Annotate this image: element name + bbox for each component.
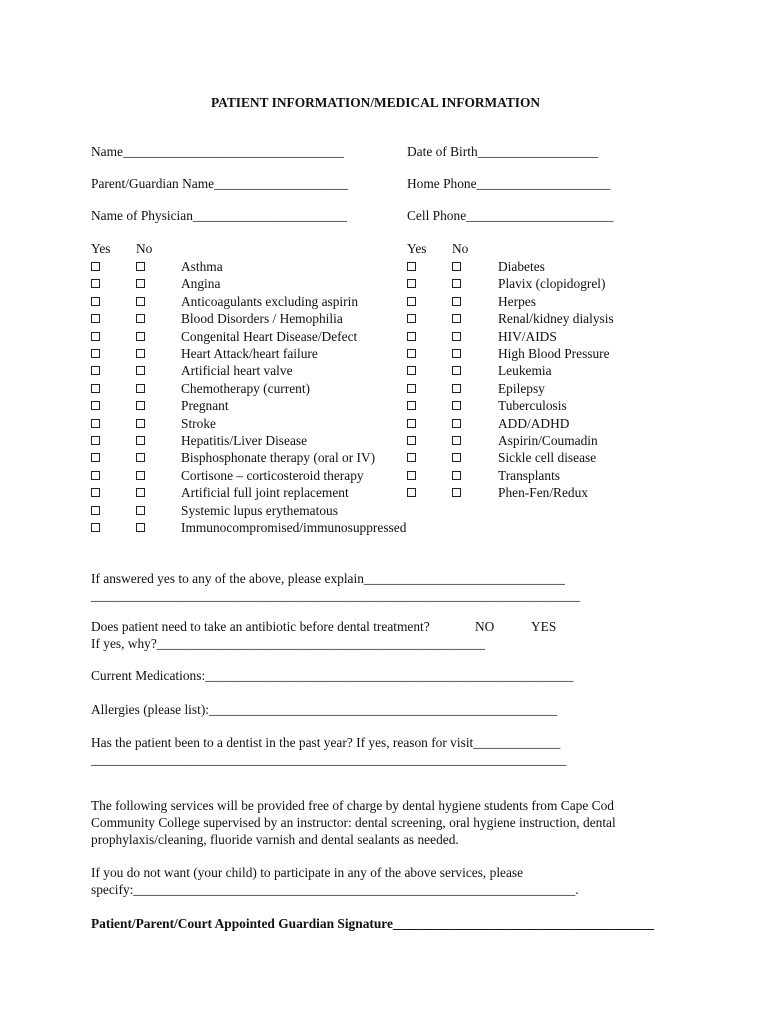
left-yes-checkbox[interactable] (91, 279, 100, 288)
left-no-checkbox[interactable] (136, 419, 145, 428)
right-no-checkbox[interactable] (452, 436, 461, 445)
name-field[interactable]: Name_________________________________ (91, 144, 344, 159)
left-yes-checkbox[interactable] (91, 419, 100, 428)
left-no-checkbox[interactable] (136, 349, 145, 358)
right-yes-checkbox[interactable] (407, 366, 416, 375)
right-yes-checkbox[interactable] (407, 297, 416, 306)
left-yes-checkbox[interactable] (91, 488, 100, 497)
left-yes-checkbox[interactable] (91, 506, 100, 515)
services-paragraph: The following services will be provided free of charge by dental hygiene students from Cape Cod Community College supervised by an instructor: dental screening, oral hygiene instruction, dental prophylaxis/cleaning, fluoride varnish and dental sealants as needed. (91, 798, 616, 847)
right-no-checkbox[interactable] (452, 314, 461, 323)
guardian-name-field[interactable]: Parent/Guardian Name____________________ (91, 176, 348, 191)
right-condition-label: High Blood Pressure (498, 346, 610, 361)
right-condition-label: HIV/AIDS (498, 328, 557, 344)
left-yes-checkbox[interactable] (91, 401, 100, 410)
right-condition-label: Diabetes (498, 259, 545, 274)
left-no-checkbox[interactable] (136, 332, 145, 341)
left-no-checkbox[interactable] (136, 436, 145, 445)
left-no-checkbox[interactable] (136, 384, 145, 393)
right-condition-label: Tuberculosis (498, 398, 567, 414)
right-condition-label: Renal/kidney dialysis (498, 311, 614, 327)
left-condition-label: Artificial full joint replacement (181, 485, 349, 501)
left-no-checkbox[interactable] (136, 523, 145, 532)
left-condition-label: Asthma (181, 259, 223, 274)
right-no-checkbox[interactable] (452, 488, 461, 497)
right-no-checkbox[interactable] (452, 419, 461, 428)
left-no-checkbox[interactable] (136, 279, 145, 288)
left-condition-label: Heart Attack/heart failure (181, 346, 318, 361)
right-condition-label: Sickle cell disease (498, 450, 597, 466)
right-yes-checkbox[interactable] (407, 384, 416, 393)
left-yes-checkbox[interactable] (91, 384, 100, 393)
left-no-checkbox[interactable] (136, 471, 145, 480)
right-yes-checkbox[interactable] (407, 314, 416, 323)
left-condition-label: Anticoagulants excluding aspirin (181, 293, 359, 309)
cell-phone-field[interactable]: Cell Phone______________________ (407, 208, 614, 223)
right-no-checkbox[interactable] (452, 401, 461, 410)
left-no-checkbox[interactable] (136, 453, 145, 462)
left-condition-label: Immunocompromised/immunosuppressed (181, 520, 407, 535)
no-header-right: No (452, 241, 469, 256)
home-phone-field[interactable]: Home Phone____________________ (407, 176, 611, 191)
antibiotic-yes-option[interactable]: YES (531, 619, 557, 634)
right-condition-label: Herpes (498, 293, 536, 309)
left-yes-checkbox[interactable] (91, 523, 100, 532)
left-yes-checkbox[interactable] (91, 349, 100, 358)
right-no-checkbox[interactable] (452, 262, 461, 271)
right-yes-checkbox[interactable] (407, 488, 416, 497)
left-no-checkbox[interactable] (136, 314, 145, 323)
left-condition-label: Blood Disorders / Hemophilia (181, 311, 343, 327)
right-yes-checkbox[interactable] (407, 471, 416, 480)
dob-field[interactable]: Date of Birth__________________ (407, 144, 599, 159)
left-condition-label: Chemotherapy (current) (181, 380, 311, 396)
right-yes-checkbox[interactable] (407, 436, 416, 445)
right-condition-label: Phen-Fen/Redux (498, 485, 589, 501)
right-yes-checkbox[interactable] (407, 453, 416, 462)
left-no-checkbox[interactable] (136, 488, 145, 497)
left-condition-label: Pregnant (181, 398, 229, 414)
explain-line-1[interactable]: If answered yes to any of the above, please explain______________________________ (91, 571, 565, 586)
left-no-checkbox[interactable] (136, 366, 145, 375)
right-condition-label: Transplants (498, 467, 561, 483)
antibiotic-no-option[interactable]: NO (475, 619, 495, 634)
right-condition-label: Aspirin/Coumadin (498, 433, 598, 448)
left-no-checkbox[interactable] (136, 506, 145, 515)
right-condition-label: ADD/ADHD (498, 415, 570, 431)
left-condition-label: Artificial heart valve (181, 363, 293, 379)
optout-specify-field[interactable]: specify:__________________________________________________________________. (91, 882, 579, 897)
right-no-checkbox[interactable] (452, 279, 461, 288)
signature-field[interactable]: Patient/Parent/Court Appointed Guardian Signature_______________________________________ (91, 916, 655, 931)
dentist-visit-line-2[interactable]: _______________________________________________________________________ (91, 752, 567, 767)
yes-header-left: Yes (91, 241, 111, 256)
right-yes-checkbox[interactable] (407, 419, 416, 428)
right-condition-label: Epilepsy (498, 380, 545, 396)
left-condition-label: Cortisone – corticosteroid therapy (181, 467, 364, 483)
no-header-left: No (136, 241, 153, 256)
left-yes-checkbox[interactable] (91, 332, 100, 341)
optout-line-1: If you do not want (your child) to participate in any of the above services, please (91, 865, 524, 880)
left-no-checkbox[interactable] (136, 262, 145, 271)
antibiotic-question: Does patient need to take an antibiotic before dental treatment? (91, 619, 430, 634)
current-medications-field[interactable]: Current Medications:_______________________________________________________ (91, 668, 574, 683)
left-condition-label: Stroke (181, 415, 216, 431)
right-yes-checkbox[interactable] (407, 349, 416, 358)
left-no-checkbox[interactable] (136, 401, 145, 410)
left-yes-checkbox[interactable] (91, 262, 100, 271)
page-title: PATIENT INFORMATION/MEDICAL INFORMATION (211, 95, 541, 110)
left-condition-label: Angina (181, 276, 221, 292)
left-yes-checkbox[interactable] (91, 453, 100, 462)
right-condition-label: Plavix (clopidogrel) (498, 276, 606, 292)
left-yes-checkbox[interactable] (91, 314, 100, 323)
right-no-checkbox[interactable] (452, 384, 461, 393)
explain-line-2[interactable]: _________________________________________________________________________ (91, 588, 580, 603)
right-yes-checkbox[interactable] (407, 262, 416, 271)
physician-field[interactable]: Name of Physician_______________________ (91, 208, 347, 223)
right-yes-checkbox[interactable] (407, 401, 416, 410)
left-yes-checkbox[interactable] (91, 471, 100, 480)
allergies-field[interactable]: Allergies (please list):____________________________________________________ (91, 702, 558, 717)
left-condition-label: Bisphosphonate therapy (oral or IV) (181, 450, 376, 466)
left-no-checkbox[interactable] (136, 297, 145, 306)
right-no-checkbox[interactable] (452, 471, 461, 480)
right-yes-checkbox[interactable] (407, 279, 416, 288)
dentist-visit-line-1[interactable]: Has the patient been to a dentist in the past year? If yes, reason for visit_____________ (91, 735, 561, 750)
right-no-checkbox[interactable] (452, 366, 461, 375)
antibiotic-why-field[interactable]: If yes, why?_________________________________________________ (91, 636, 485, 651)
yes-header-right: Yes (407, 241, 427, 256)
right-no-checkbox[interactable] (452, 297, 461, 306)
right-no-checkbox[interactable] (452, 349, 461, 358)
left-yes-checkbox[interactable] (91, 297, 100, 306)
right-no-checkbox[interactable] (452, 453, 461, 462)
left-condition-label: Systemic lupus erythematous (181, 502, 338, 518)
left-yes-checkbox[interactable] (91, 436, 100, 445)
left-condition-label: Hepatitis/Liver Disease (181, 433, 308, 448)
right-condition-label: Leukemia (498, 363, 552, 379)
right-no-checkbox[interactable] (452, 332, 461, 341)
left-condition-label: Congenital Heart Disease/Defect (181, 328, 358, 344)
right-yes-checkbox[interactable] (407, 332, 416, 341)
left-yes-checkbox[interactable] (91, 366, 100, 375)
